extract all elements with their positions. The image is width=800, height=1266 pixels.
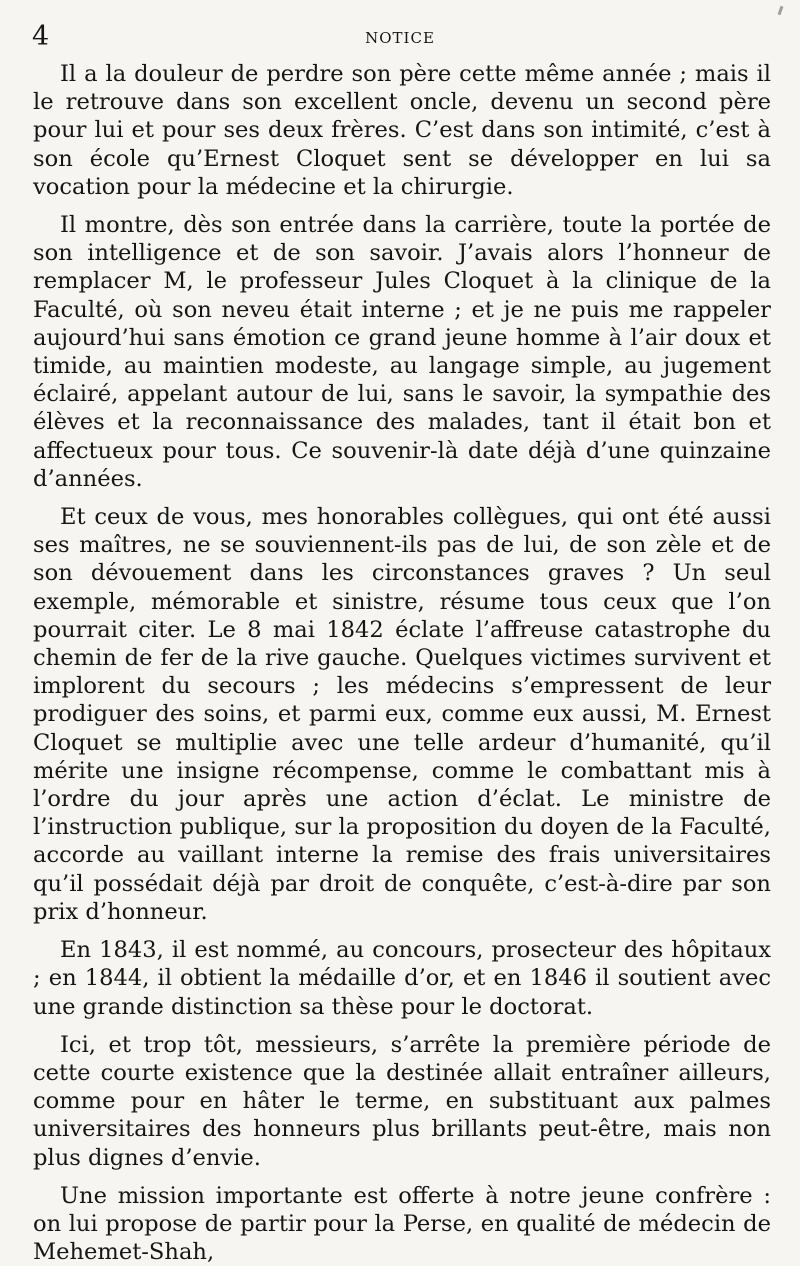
page-number: 4 [32,21,50,52]
paragraph: En 1843, il est nommé, au concours, prosecteur des hôpitaux ; en 1844, il obtient la médaille d’or, et en 1846 il soutient avec une grande distinction sa thèse pour le doctorat. [33,937,771,1020]
running-title: NOTICE [365,29,435,47]
paragraph: Ici, et trop tôt, messieurs, s’arrête la première période de cette courte existence que la destinée allait entraîner ailleurs, comme pour en hâter le terme, en substituant aux palmes universitaires des honneurs plus brillants peut-être, mais non plus dignes d’envie. [33,1031,771,1171]
paragraph: Une mission importante est offerte à notre jeune confrère : on lui propose de partir pour la Perse, en qualité de médecin de Mehemet-Shah, [33,1182,771,1266]
body-text [33,60,771,1266]
paragraph: Et ceux de vous, mes honorables collègues, qui ont été aussi ses maîtres, ne se souviennent-ils pas de lui, de son zèle et de son dévouement dans les circonstances graves ? Un seul exemple, mémorable et sinistre, résume tous ceux que l’on pourrait citer. Le 8 mai 1842 éclate l’affreuse catastrophe du chemin de fer de la rive gauche. Quelques victimes survivent et implorent du secours ; les médecins s’empressent de leur prodiguer des soins, et parmi eux, comme eux aussi, M. Ernest Cloquet se multiplie avec une telle ardeur d’humanité, qu’il mérite une insigne récompense, comme le combattant mis à l’ordre du jour après une action d’éclat. Le ministre de l’instruction publique, sur la proposition du doyen de la Faculté, accorde au vaillant interne la remise des frais universitaires qu’il possédait déjà par droit de conquête, c’est-à-dire par son prix d’honneur. [33,504,771,925]
paragraph: Il a la douleur de perdre son père cette même année ; mais il le retrouve dans son excellent oncle, devenu un second père pour lui et pour ses deux frères. C’est dans son intimité, c’est à son école qu’Ernest Cloquet sent se développer en lui sa vocation pour la médecine et la chirurgie. [33,61,771,200]
scan-speckle [778,6,784,15]
paragraph: Il montre, dès son entrée dans la carrière, toute la portée de son intelligence et de son savoir. J’avais alors l’honneur de remplacer M, le professeur Jules Cloquet à la clinique de la Faculté, où son neveu était interne ; et je ne puis me rappeler aujourd’hui sans émotion ce grand jeune homme à l’air doux et timide, au maintien modeste, au langage simple, au jugement éclairé, appelant autour de lui, sans le savoir, la sympathie des élèves et la reconnaissance des malades, tant il était bon et affectueux pour tous. Ce souvenir-là date déjà d’une quinzaine d’années. [33,212,771,492]
page-header [32,22,768,54]
